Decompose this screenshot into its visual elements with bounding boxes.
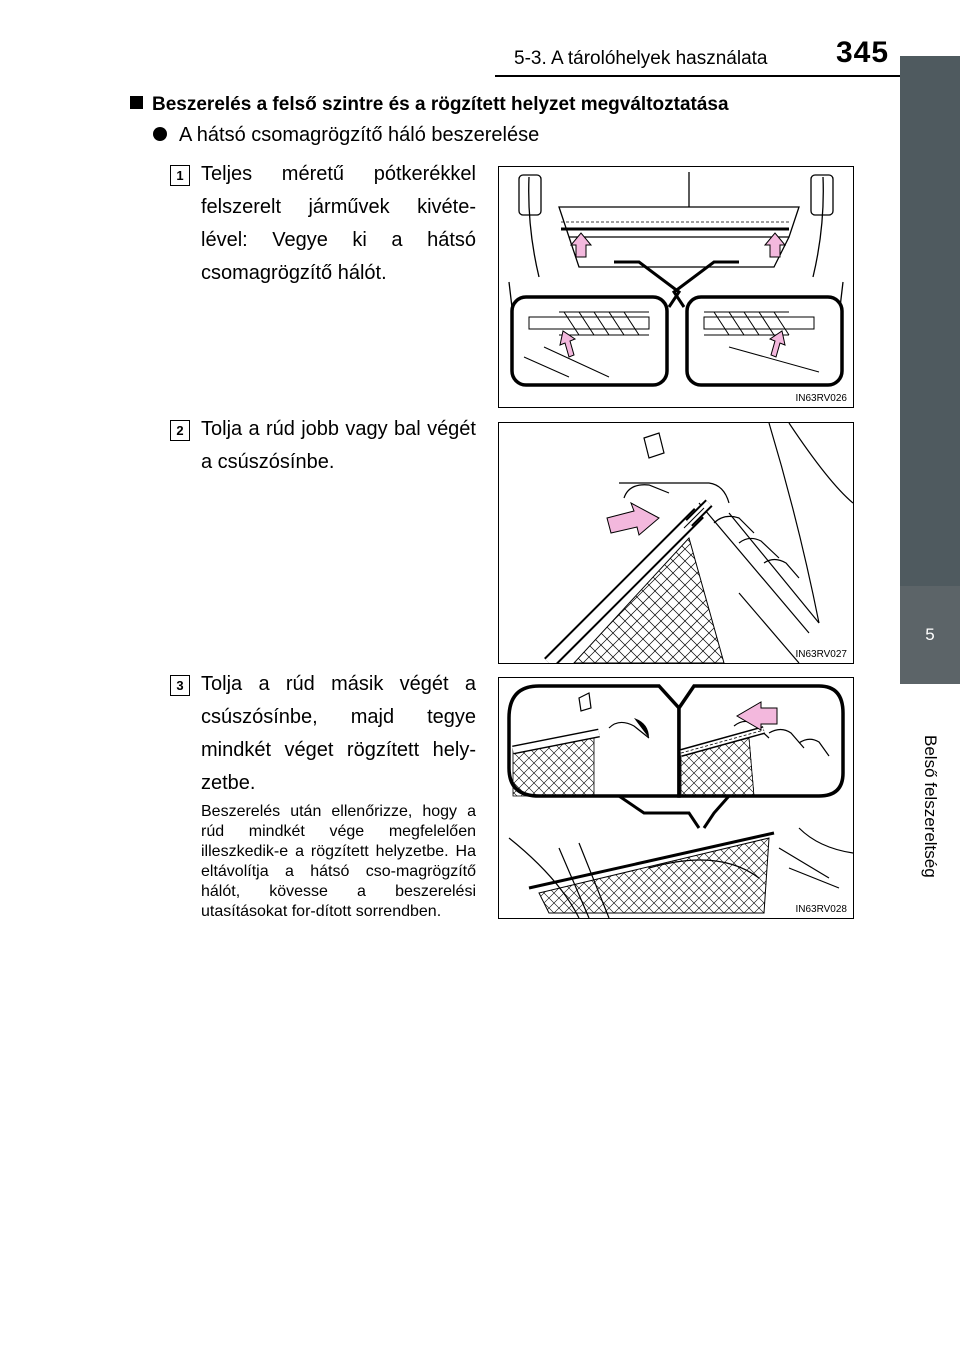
step-number-2: 2: [170, 420, 190, 441]
figure-code-1: IN63RV026: [795, 393, 847, 404]
figure-step-3: [498, 677, 854, 919]
step-text-2: Tolja a rúd jobb vagy bal végét a csúszósínbe.: [201, 418, 476, 473]
side-tab-chapter-number[interactable]: 5: [900, 586, 960, 684]
sub-heading: A hátsó csomagrögzítő háló beszerelése: [153, 124, 539, 147]
step-text-1: Teljes méretű pótkerékkel felszerelt járművek kivéte-lével: Vegye ki a hátsó csomagrögzítő hálót.: [201, 163, 476, 284]
rod-fixing-illustration: [499, 678, 853, 918]
rod-insertion-illustration: [499, 423, 853, 663]
side-tab-chapter-title: Belső felszereltség: [921, 735, 940, 878]
circle-bullet-icon: [153, 127, 167, 141]
trunk-net-removal-illustration: [499, 167, 853, 407]
side-tab-bar: [900, 56, 960, 586]
figure-step-1: [498, 166, 854, 408]
figure-step-2: [498, 422, 854, 664]
step-number-1: 1: [170, 165, 190, 186]
header-rule: [495, 75, 900, 77]
section-heading: Beszerelés a felső szintre és a rögzített helyzet megváltoztatása: [130, 94, 729, 116]
square-bullet-icon: [130, 96, 143, 109]
running-header-section: 5-3. A tárolóhelyek használata: [514, 48, 768, 69]
page-number: 345: [836, 36, 890, 69]
figure-code-2: IN63RV027: [795, 649, 847, 660]
step-text-3: Tolja a rúd másik végét a csúszósínbe, majd tegye mindkét véget rögzített hely-zetbe.: [201, 673, 476, 794]
step-number-3: 3: [170, 675, 190, 696]
step-note-3: Beszerelés után ellenőrizze, hogy a rúd mindkét vége megfelelően illeszkedik-e a rögzített helyzetbe. Ha eltávolítja a hátsó cso-magrögzítő hálót, kövesse a beszerelési utasításokat for-dított sorrendben.: [201, 803, 476, 920]
figure-code-3: IN63RV028: [795, 904, 847, 915]
